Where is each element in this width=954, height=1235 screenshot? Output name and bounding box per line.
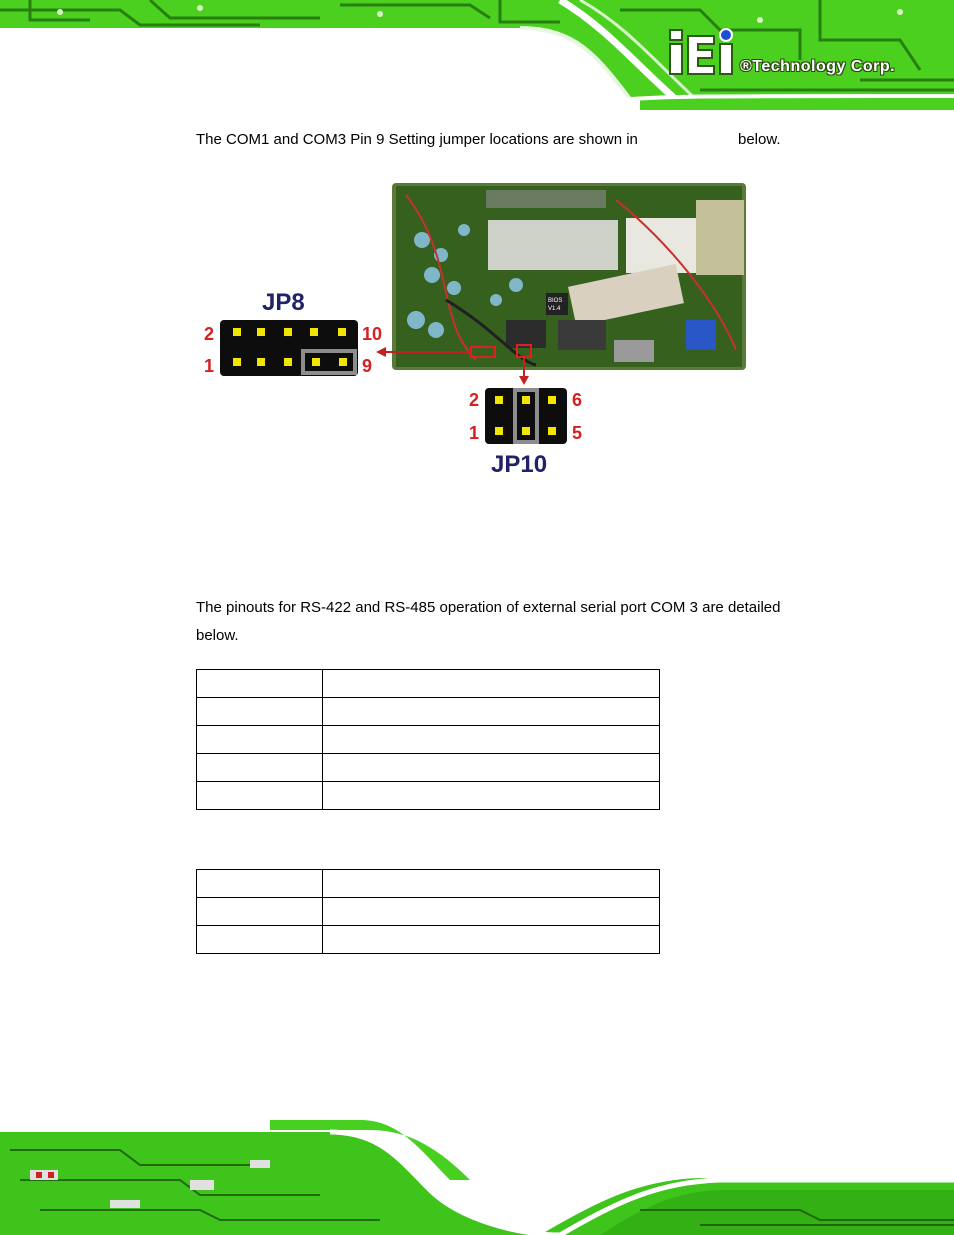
brand-text: ®Technology Corp.: [740, 58, 896, 75]
table-row: [197, 698, 660, 726]
rs422-pinout-table: [196, 669, 660, 810]
table-row: [197, 898, 660, 926]
table-row: [197, 782, 660, 810]
jp8-pin-2: 2: [204, 324, 215, 344]
table-row: [197, 870, 660, 898]
jp10-pin-5: 5: [572, 423, 583, 443]
bios-chip-label: BIOS: [548, 298, 563, 304]
paragraph-jumper-locations: The COM1 and COM3 Pin 9 Setting jumper locations are shown in: [196, 131, 638, 148]
table-row: [197, 670, 660, 698]
jumper-location-figure: [196, 180, 776, 480]
jp10-label: JP10: [491, 451, 548, 478]
table-row: [197, 926, 660, 954]
jp10-pin-2: 2: [469, 390, 480, 410]
paragraph-jumper-locations-tail: below.: [738, 131, 781, 148]
jp10-pin-1: 1: [469, 423, 480, 443]
rs485-pinout-table: [196, 869, 660, 954]
footer-banner: [0, 1120, 954, 1235]
jp8-label: JP8: [262, 289, 305, 316]
board-photo: [392, 183, 746, 370]
jp8-pin-10: 10: [362, 324, 383, 344]
paragraph-com3-pinouts: The pinouts for RS-422 and RS-485 operation of external serial port COM 3 are detailed below.: [196, 599, 781, 644]
jp10-pin-6: 6: [572, 390, 583, 410]
jp8-pin-1: 1: [204, 356, 215, 376]
table-row: [197, 754, 660, 782]
bios-version-label: V1.4: [548, 306, 561, 312]
table-row: [197, 726, 660, 754]
jp8-pin-9: 9: [362, 356, 373, 376]
